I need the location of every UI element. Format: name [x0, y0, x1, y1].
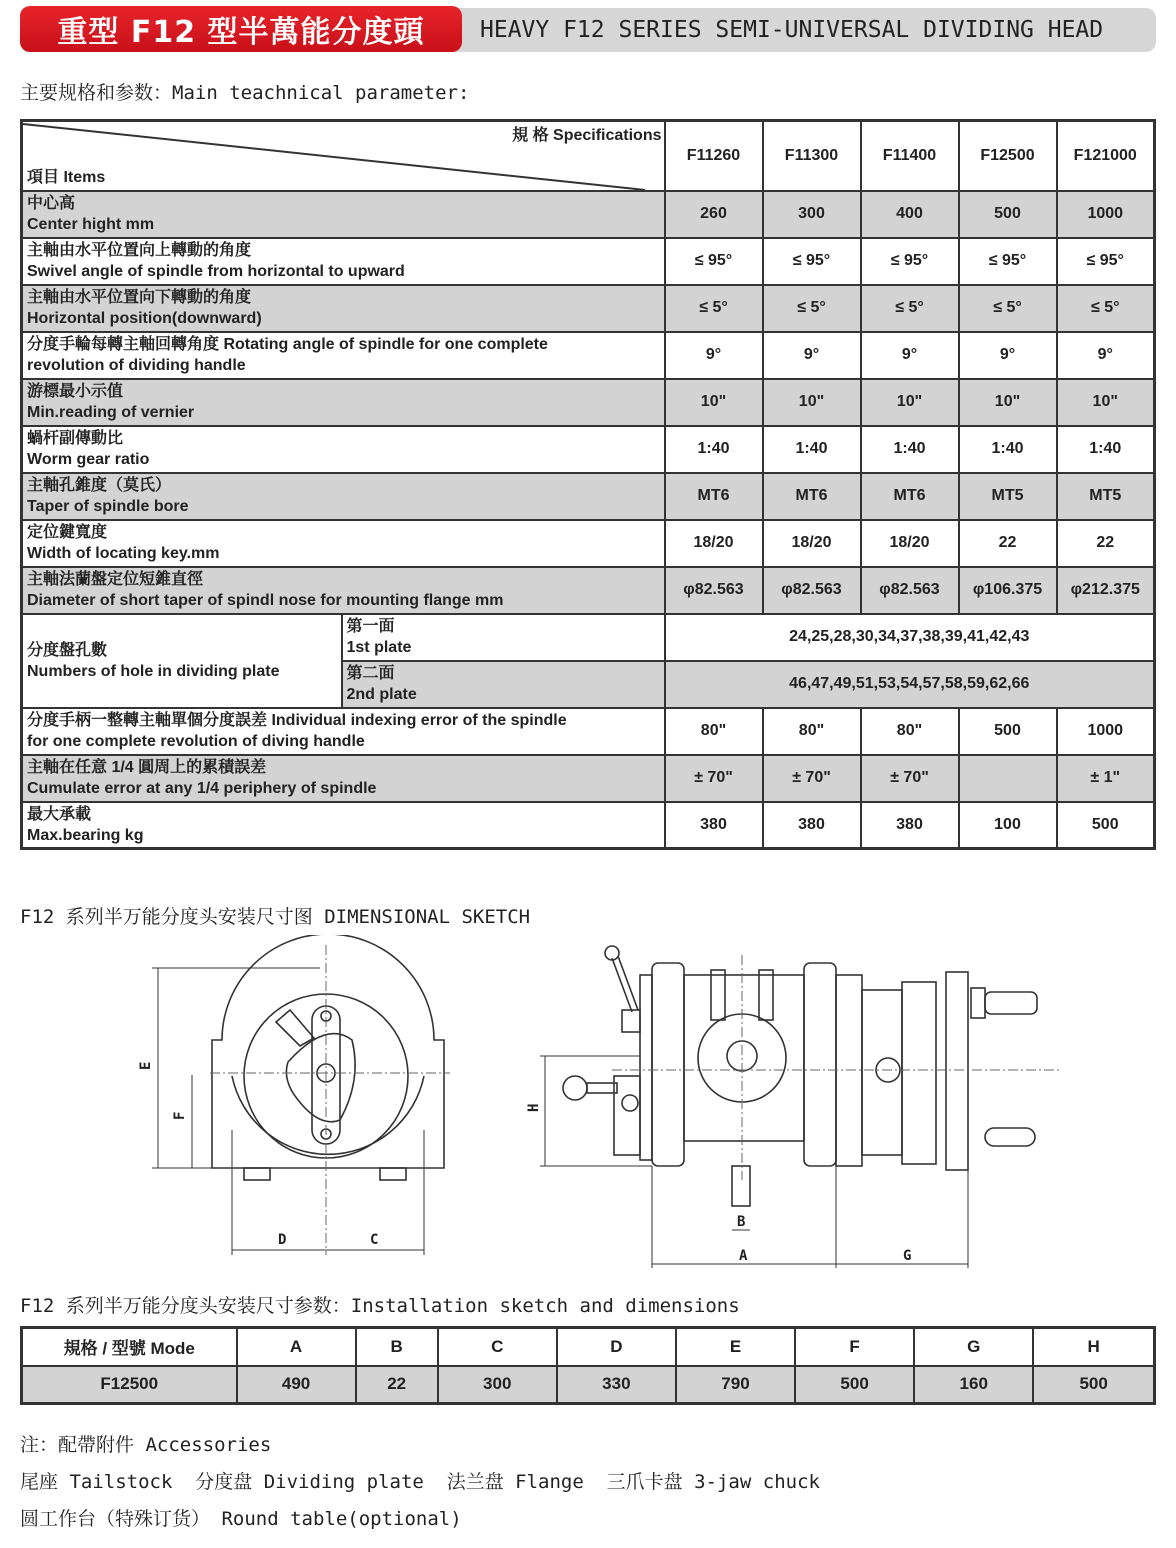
dim-value: 790 — [676, 1366, 795, 1404]
dim-label-e: E — [138, 1061, 154, 1070]
dim-header: E — [676, 1328, 795, 1366]
spec-value: 380 — [861, 802, 959, 849]
dim-header: B — [356, 1328, 438, 1366]
dim-header: G — [914, 1328, 1033, 1366]
plate-label-cn: 第一面 — [346, 617, 395, 635]
plate-sub-label — [342, 661, 665, 708]
spec-value: 10" — [665, 379, 763, 426]
spec-value: 9° — [1057, 332, 1155, 379]
row-label-en: Numbers of hole in dividing plate — [27, 662, 280, 680]
corner-items-label: 項目 Items — [27, 168, 106, 186]
dim-value: 490 — [237, 1366, 356, 1404]
dim-value: 22 — [356, 1366, 438, 1404]
row-label-en: Diameter of short taper of spindl nose for mounting flange mm — [27, 591, 504, 609]
front-view-drawing — [212, 935, 444, 1180]
row-label-en: Width of locating key.mm — [27, 544, 220, 562]
model-header: F11400 — [861, 121, 959, 191]
row-label — [22, 238, 665, 285]
dim-label-d: D — [278, 1232, 287, 1248]
spec-value: 80" — [861, 708, 959, 755]
spec-value: 500 — [1057, 802, 1155, 849]
row-label-en: Taper of spindle bore — [27, 497, 189, 515]
dim-value: 300 — [438, 1366, 557, 1404]
spec-value: MT6 — [665, 473, 763, 520]
spec-value: 1000 — [1057, 708, 1155, 755]
dim-label-h: H — [526, 1103, 542, 1112]
row-label-en: revolution of dividing handle — [27, 356, 246, 374]
spec-row-taper — [22, 473, 1155, 520]
corner-header-cell — [22, 121, 665, 191]
spec-value: φ82.563 — [861, 567, 959, 614]
spec-value: 500 — [959, 191, 1057, 238]
accessories-optional: 圆工作台（特殊订货） Round table(optional) — [20, 1508, 462, 1530]
row-label-cn: 分度手柄一整轉主軸單個分度誤差 Individual indexing error of the spindle — [27, 711, 567, 729]
dim-header: 規格 / 型號 Mode — [22, 1328, 237, 1366]
dim-label-b: B — [737, 1214, 746, 1230]
row-label-cn: 定位鍵寬度 — [27, 523, 108, 541]
spec-value: 1:40 — [665, 426, 763, 473]
spec-value: 1000 — [1057, 191, 1155, 238]
spec-row-key-width — [22, 520, 1155, 567]
spec-value: 260 — [665, 191, 763, 238]
spec-value: 1:40 — [763, 426, 861, 473]
spec-row-max-bearing — [22, 802, 1155, 849]
spec-value: 300 — [763, 191, 861, 238]
spec-value: ≤ 5° — [861, 285, 959, 332]
dim-value: 330 — [557, 1366, 676, 1404]
side-view-dimension-lines — [540, 1056, 968, 1268]
model-header: F11300 — [763, 121, 861, 191]
title-banner-cn — [20, 6, 462, 52]
dimensional-sketch — [130, 935, 1060, 1275]
row-label-cn: 最大承載 — [27, 805, 92, 823]
spec-value: 10" — [861, 379, 959, 426]
spec-value: 18/20 — [665, 520, 763, 567]
row-label-en: for one complete revolution of diving handle — [27, 732, 365, 750]
dim-header: C — [438, 1328, 557, 1366]
spec-value: MT6 — [763, 473, 861, 520]
spec-row-short-taper — [22, 567, 1155, 614]
row-label-cn: 分度盤孔數 — [27, 641, 108, 659]
spec-row-indexing-error — [22, 708, 1155, 755]
row-label-cn: 中心高 — [27, 194, 76, 212]
dimension-letters — [138, 1062, 911, 1264]
spec-value: ≤ 5° — [1057, 285, 1155, 332]
spec-value: ≤ 95° — [1057, 238, 1155, 285]
row-label — [22, 520, 665, 567]
row-label-en: Horizontal position(downward) — [27, 309, 262, 327]
plate-holes: 24,25,28,30,34,37,38,39,41,42,43 — [665, 614, 1155, 661]
title-cn: 重型 F12 型半萬能分度頭 — [57, 15, 425, 50]
spec-value: MT5 — [1057, 473, 1155, 520]
row-label — [22, 802, 665, 849]
spec-value: φ82.563 — [665, 567, 763, 614]
spec-row-vernier — [22, 379, 1155, 426]
dim-header: H — [1033, 1328, 1154, 1366]
spec-value: ± 1" — [1057, 755, 1155, 802]
spec-value: 22 — [959, 520, 1057, 567]
spec-value — [959, 755, 1057, 802]
spec-value: 400 — [861, 191, 959, 238]
row-label — [22, 426, 665, 473]
plate-sub-label — [342, 614, 665, 661]
row-label-en: Min.reading of vernier — [27, 403, 195, 421]
side-view-drawing — [563, 946, 1037, 1206]
accessories-title: 注：配帶附件 Accessories — [20, 1434, 272, 1456]
dim-label-g: G — [903, 1248, 912, 1264]
spec-row-cumulate-error — [22, 755, 1155, 802]
row-label-en: Swivel angle of spindle from horizontal to upward — [27, 262, 405, 280]
dim-header: F — [795, 1328, 914, 1366]
dimension-row — [22, 1366, 1155, 1404]
spec-header-row — [22, 121, 1155, 191]
spec-section-title: 主要规格和参数：Main teachnical parameter: — [20, 82, 470, 104]
spec-value: ≤ 5° — [665, 285, 763, 332]
row-label — [22, 473, 665, 520]
dimension-section-title: F12 系列半万能分度头安装尺寸参数：Installation sketch and dimensions — [20, 1295, 740, 1317]
spec-row-swivel-up — [22, 238, 1155, 285]
row-label-cn: 主軸由水平位置向下轉動的角度 — [27, 288, 252, 306]
row-label — [22, 285, 665, 332]
spec-value: 1:40 — [861, 426, 959, 473]
row-label-cn: 主軸法蘭盤定位短錐直徑 — [27, 570, 204, 588]
dim-header: D — [557, 1328, 676, 1366]
plate-label-en: 1st plate — [346, 638, 412, 656]
dim-label-a: A — [739, 1248, 748, 1264]
row-label — [22, 755, 665, 802]
row-label — [22, 379, 665, 426]
spec-value: ≤ 95° — [959, 238, 1057, 285]
dim-value: 160 — [914, 1366, 1033, 1404]
spec-value: 380 — [665, 802, 763, 849]
row-label-cn: 主軸孔錐度（莫氏） — [27, 476, 172, 494]
row-label-cn: 主軸由水平位置向上轉動的角度 — [27, 241, 252, 259]
spec-value: φ82.563 — [763, 567, 861, 614]
row-label-en: Worm gear ratio — [27, 450, 150, 468]
spec-value: 1:40 — [959, 426, 1057, 473]
row-label — [22, 708, 665, 755]
spec-value: 9° — [665, 332, 763, 379]
row-label — [22, 567, 665, 614]
front-view-centerlines — [210, 945, 450, 1255]
row-label-cn: 游標最小示值 — [27, 382, 124, 400]
row-label-cn: 分度手輪每轉主軸回轉角度 Rotating angle of spindle for one complete — [27, 335, 548, 353]
spec-value: 9° — [959, 332, 1057, 379]
spec-table — [20, 119, 1156, 850]
dim-label-c: C — [370, 1232, 379, 1248]
model-header: F11260 — [665, 121, 763, 191]
spec-row-center-height — [22, 191, 1155, 238]
spec-value: ≤ 95° — [763, 238, 861, 285]
model-header: F12500 — [959, 121, 1057, 191]
accessories-list: 尾座 Tailstock 分度盘 Dividing plate 法兰盘 Flange 三爪卡盘 3-jaw chuck — [20, 1471, 820, 1493]
spec-value: 18/20 — [763, 520, 861, 567]
spec-value: ≤ 95° — [665, 238, 763, 285]
dimension-table — [20, 1326, 1156, 1405]
title-en: HEAVY F12 SERIES SEMI-UNIVERSAL DIVIDING HEAD — [480, 17, 1104, 43]
dim-label-f: F — [172, 1111, 188, 1120]
spec-row-worm-gear — [22, 426, 1155, 473]
row-label-en: Center hight mm — [27, 215, 155, 233]
spec-value: ≤ 5° — [959, 285, 1057, 332]
spec-value: MT6 — [861, 473, 959, 520]
spec-value: 9° — [763, 332, 861, 379]
row-label-en: Max.bearing kg — [27, 826, 144, 844]
dimension-header-row — [22, 1328, 1155, 1366]
row-label — [22, 332, 665, 379]
corner-spec-label: 規 格 Specifications — [512, 127, 662, 144]
model-header: F121000 — [1057, 121, 1155, 191]
plate-holes: 46,47,49,51,53,54,57,58,59,62,66 — [665, 661, 1155, 708]
plate-label-cn: 第二面 — [346, 664, 395, 682]
spec-value: 1:40 — [1057, 426, 1155, 473]
plate-row-label — [22, 614, 342, 708]
spec-value: 18/20 — [861, 520, 959, 567]
dim-value: 500 — [795, 1366, 914, 1404]
spec-value: ± 70" — [665, 755, 763, 802]
spec-value: 500 — [959, 708, 1057, 755]
spec-row-swivel-down — [22, 285, 1155, 332]
row-label — [22, 191, 665, 238]
dim-value: F12500 — [22, 1366, 237, 1404]
sketch-section-title: F12 系列半万能分度头安装尺寸图 DIMENSIONAL SKETCH — [20, 906, 531, 928]
row-label-cn: 主軸在任意 1/4 圓周上的累積誤差 — [27, 758, 267, 776]
spec-value: 10" — [1057, 379, 1155, 426]
spec-value: 10" — [763, 379, 861, 426]
spec-value: ± 70" — [763, 755, 861, 802]
spec-value: 9° — [861, 332, 959, 379]
spec-value: 22 — [1057, 520, 1155, 567]
spec-value: 80" — [763, 708, 861, 755]
spec-value: 100 — [959, 802, 1057, 849]
spec-value: φ106.375 — [959, 567, 1057, 614]
dim-value: 500 — [1033, 1366, 1154, 1404]
row-label-cn: 蝸杆副傳動比 — [27, 429, 124, 447]
spec-value: ≤ 95° — [861, 238, 959, 285]
spec-value: 380 — [763, 802, 861, 849]
dim-header: A — [237, 1328, 356, 1366]
spec-value: 80" — [665, 708, 763, 755]
spec-value: φ212.375 — [1057, 567, 1155, 614]
plate-label-en: 2nd plate — [346, 685, 417, 703]
spec-value: ≤ 5° — [763, 285, 861, 332]
row-label-en: Cumulate error at any 1/4 periphery of spindle — [27, 779, 377, 797]
spec-row-rotating-angle — [22, 332, 1155, 379]
spec-value: ± 70" — [861, 755, 959, 802]
spec-row-plate-1 — [22, 614, 1155, 661]
spec-value: MT5 — [959, 473, 1057, 520]
spec-value: 10" — [959, 379, 1057, 426]
